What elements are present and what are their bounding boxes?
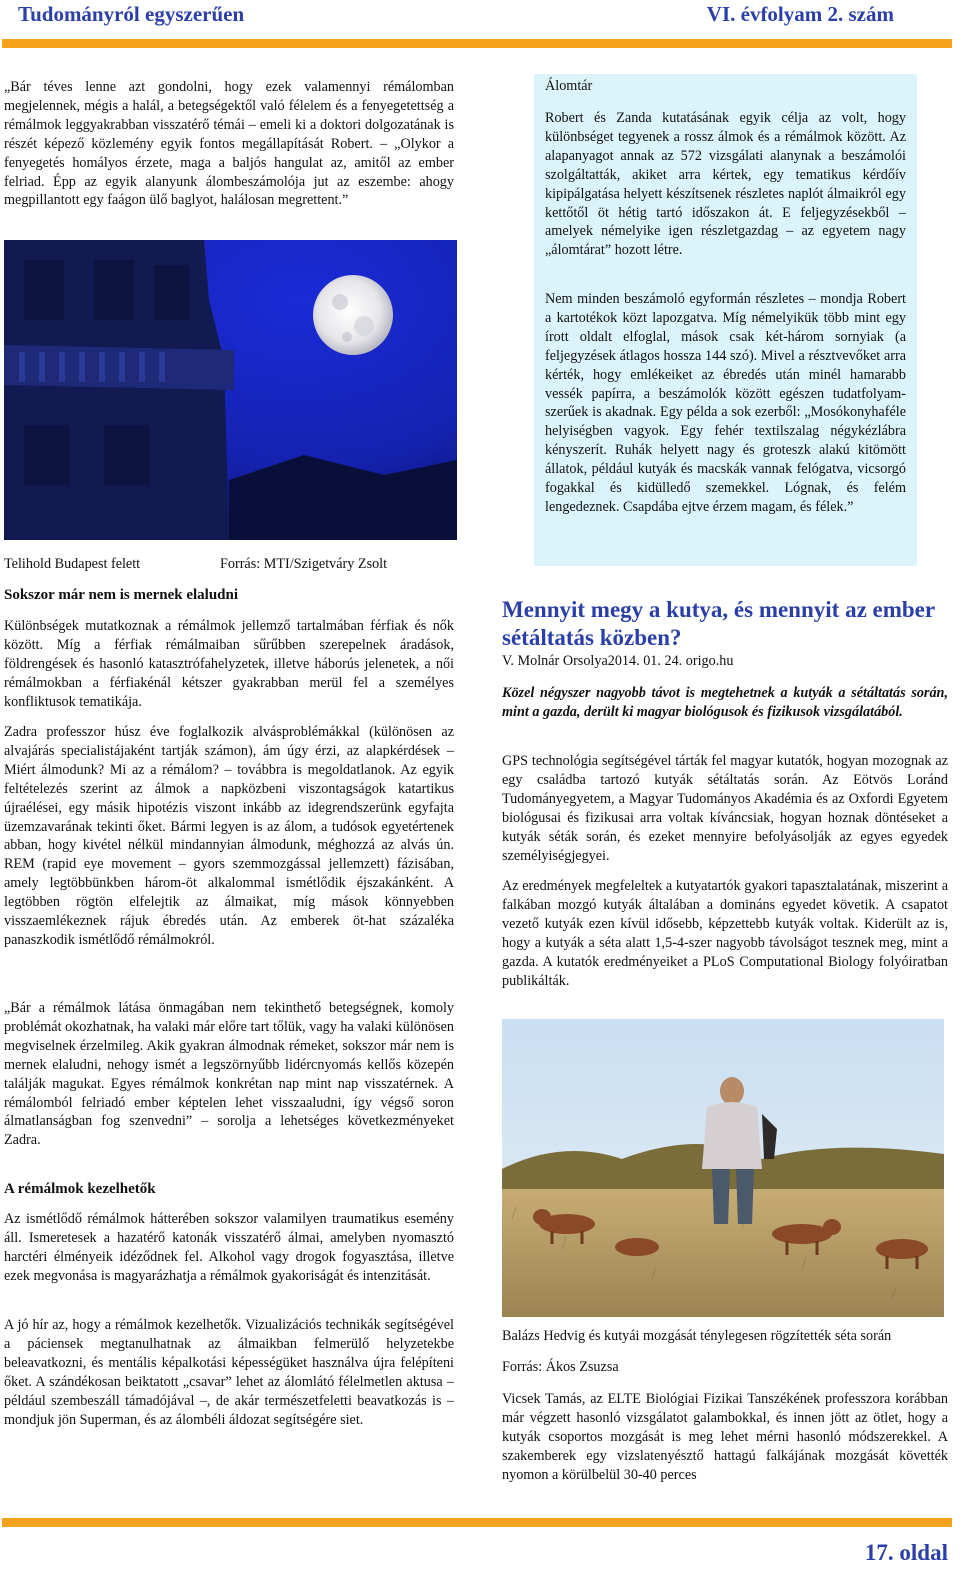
moon-photo-credit: Forrás: MTI/Szigetváry Zsolt [220, 556, 388, 572]
dog-photo-credit: Forrás: Ákos Zsuzsa [502, 1359, 619, 1375]
left-paragraph-4: Az ismétlődő rémálmok hátterében sokszor valamilyen traumatikus esemény áll. Ismeretesek a hazatérő katonák visszatérő álmai, amelyben nyomasztó harctéri élményeik idéződnek fel. Alkohol vagy drogok fogyasztása, illetve ezek megvonása is magyarázhatja a rémálmok gyakoriságát és intenzitását. [4, 1211, 454, 1284]
moon-photo-caption: Telihold Budapest felett [4, 556, 141, 572]
left-paragraph-1: Különbségek mutatkoznak a rémálmok jellemző tartalmában férfiak és nők között. Míg a férfiak rémálmaiban sűrűbben szerepelnek áradások, földrengések és hasonló katasztrófahelyzetek, illetve háborús jelenetek, a női rémálmokban a férfiakénál kétszer gyakrabban merül fel a személyes konfliktusok tematikája. [4, 618, 454, 710]
article-title: Mennyit megy a kutya, és mennyit az ember sétáltatás közben? [502, 597, 935, 650]
page-number: 17. oldal [864, 1540, 948, 1565]
left-paragraph-3: „Bár a rémálmok látása önmagában nem tekinthető betegségnek, komoly problémát okozhatnak, ha valaki már előre tart tőlük, vagy ha valaki különösen megviselnek érzelmileg. Akik gyakran álmodnak rémeket, sokszor már nem is mernek elaludni, nehogy ismét a legszörnyűbb lidércnyomás kellős közepén találják magukat. Egyes rémálmok konkrétan nap mint nap visszatérnek. A rémálomból felriadó ember képtelen lehet visszaaludni, így végső soron álmatlanságban fog szenvedni” – sorolja a lehetséges következményeket Zadra. [4, 1000, 454, 1149]
section-heading-2: A rémálmok kezelhetők [4, 1181, 156, 1197]
dog-walk-photo [502, 1019, 944, 1317]
intro-quote: „Bár téves lenne azt gondolni, hogy ezek valamennyi rémálomban megjelennek, mégis a halál, a betegségektől való félelem és a fenyegetettség a rémálmok leggyakrabban visszatérő témái – emeli ki a doktori dolgozatának is részét képező közlemény egyik fontos megállapítását Robert. – „Olykor a fenyegetés homályos érzete, maga a baljós hangulat az, amitől az ember felriad. Épp az egyik alanyunk álombeszámolója jut az eszembe: ahogy megpillantott egy faágon ülő baglyot, halálosan megrettent.” [4, 79, 454, 209]
section-heading-1: Sokszor már nem is mernek elaludni [4, 587, 239, 603]
article-paragraph-1: GPS technológia segítségével tárták fel magyar kutatók, hogyan mozognak az egy családba tartozó kutyák sétáltatás során. Az Eötvös Loránd Tudományegyetem, a Magyar Tudományos Akadémia és az Oxfordi Egyetem biológusai és fizikusai arra voltak kíváncsiak, hogyan hoznak döntéseket a kutyák séták során, és ezeket mennyire befolyásolják az egyes egyedek személyiségjegyei. [502, 753, 948, 864]
left-paragraph-2: Zadra professzor húsz éve foglalkozik alvásproblémákkal (különösen az alvajárás specialistájaként tartják számon), ám úgy érzi, az alapkérdések – Miért álmodunk? Mi az a rémálom? – továbbra is megoldatlanok. Az egyik feltételezés szerint az álmok a napközbeni viszontagságok katartikus újraélései, egy másik hipotézis viszont inkább az idegrendszerünk egyfajta üzemzavarának tekinti őket. Bármi legyen is az álom, a tudósok egyetértenek abban, hogy kivétel nélkül mindannyian álmodunk, méghozzá az alvás ún. REM (rapid eye movement – gyors szemmozgással jellemzett) fázisában, amely legtöbbünkben három-öt alkalommal ismétlődik éjszakánként. A legtöbben rögtön elfelejtik az álmaikat, míg mások könnyebben visszaemlékeznek rájuk ébredés után. Az emberek öt-hat százaléka panaszkodik ismétlődő rémálmokról. [4, 724, 454, 948]
sidebar-paragraph-2: Nem minden beszámoló egyformán részletes – mondja Robert a kartotékok közt lapozgatva. Míg némelyikük több mint egy írott oldalt elfoglal, mások csak két-három sornyiak (a feljegyzések átlagos hossza 144 szó). Mivel a résztvevőket arra kérték, hogy emlékeiket az ébredés után minél hamarabb vessék papírra, a beszámolók között egészen tudatfolyam-szerűek is akadnak. Egy példa a sok ezerből: „Mosókonyhaféle helyiségben vagyok. Egy fehér textilszalag négykézlábra kényszerít. Ruhák helyett nagy és groteszk alakú kitömött állatok, például kutyák és macskák vannak felógatva, vicsorgó fogakkal és kidülledő szemekkel. Lógnak, és felém lengedeznek. Csapdába ejtve érzem magam, és félek.” [545, 291, 906, 515]
article-paragraph-2: Az eredmények megfeleltek a kutyatartók gyakori tapasztalatának, miszerint a falkában mozgó kutyák általában a domináns egyedet követik. A csapatot vezető kutyák ezen kívül idősebb, képzettebb kutyák voltak. Kiderült az is, hogy a kutyák a séta alatt 1,5-4-szer nagyobb távolságot tesznek meg, mint a gazda. A kutatók eredményeiket a PLoS Computational Biology folyóiratban publikálták. [502, 878, 948, 989]
dog-photo-caption: Balázs Hedvig és kutyái mozgását ténylegesen rögzítették séta során [502, 1328, 892, 1344]
bottom-rule [2, 1518, 952, 1527]
sidebar-title: Álomtár [545, 78, 593, 94]
article-paragraph-3: Vicsek Tamás, az ELTE Biológiai Fizikai Tanszékének professzora korábban már végzett hasonló vizsgálatot galambokkal, és innen jött az ötlet, hogy a kutyák csoportos mozgását is meg lehet mérni hasonló módszerekkel. A szakemberek egy vizslatenyésztő hattagú falkájának mozgását követték nyomon a körülbelül 30-40 perces [502, 1391, 948, 1483]
sidebar-paragraph-1: Robert és Zanda kutatásának egyik célja az volt, hogy különbséget tegyenek a rossz álmok és a rémálmok között. Az alapanyagot annak az 572 vizsgálati alanynak a beszámolói szolgáltatták, akiket arra kértek, egy tematikus kérdőív kipipálgatása helyett készítsenek részletes naplót álmaikról egy kettőtől öt hétig tartó időszakon át. E feljegyzésekből – amelyek némelyike igen részletgazdag – az egyetem nagy „álomtárat” hozott létre. [545, 110, 906, 259]
sidebar-box [534, 74, 917, 566]
header-right-title: VI. évfolyam 2. szám [706, 2, 894, 26]
article-lead: Közel négyszer nagyobb távot is megtehetnek a kutyák a sétáltatás során, mint a gazda, derült ki magyar biológusok és fizikusok vizsgálatából. [502, 685, 948, 720]
article-byline: V. Molnár Orsolya2014. 01. 24. origo.hu [502, 653, 734, 669]
left-paragraph-5: A jó hír az, hogy a rémálmok kezelhetők. Vizualizációs technikák segítségével a páciensek megtanulhatnak az álmaikban felmerülő helyzetekbe beleavatkozni, és mentális képalkotási képességüket használva újra felépíteni őket. A szándékosan beiktatott „csavar” lehet az álomlátó félelmetlen aktusa – például szembeszáll támadójával –, de akár természetfeletti beavatkozás is – mondjuk jön Superman, és az álombéli áldozat segítségére siet. [4, 1317, 454, 1428]
top-rule [2, 39, 952, 48]
header-left-title: Tudományról egyszerűen [18, 2, 245, 26]
moon-photo [4, 240, 457, 540]
